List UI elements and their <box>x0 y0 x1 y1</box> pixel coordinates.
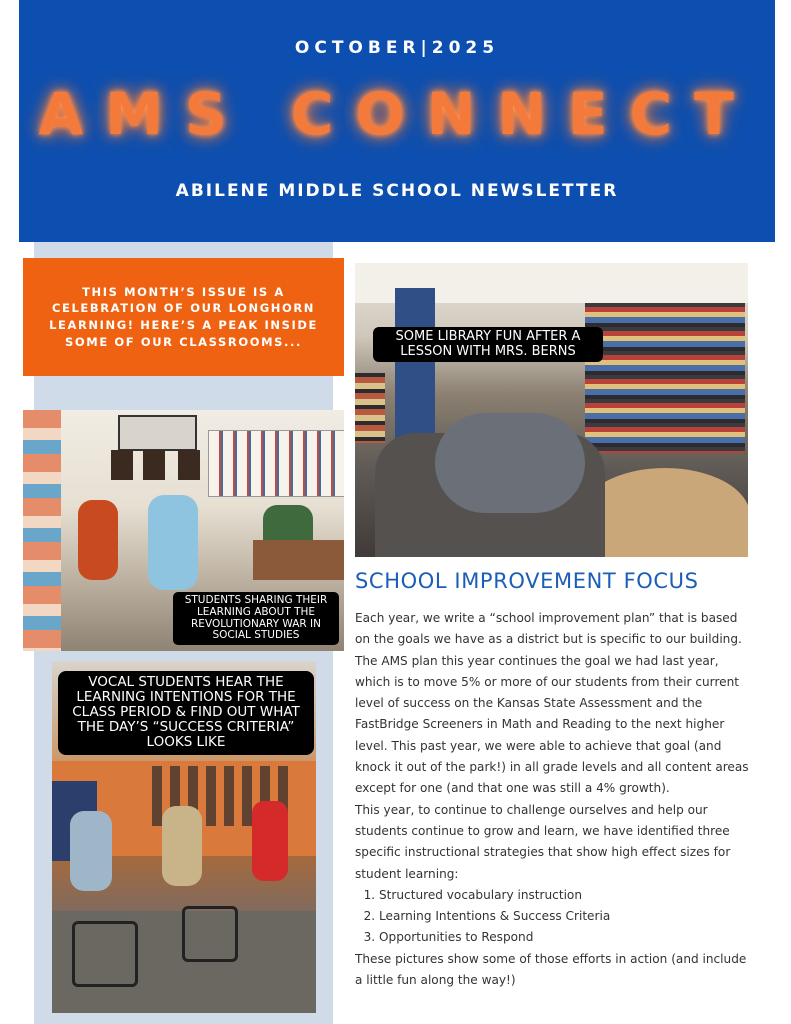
intro-text: THIS MONTH’S ISSUE IS A CELEBRATION OF OUR LONGHORN LEARNING! HERE’S A PEAK INSIDE SOME OF OUR CLASSROOMS... <box>49 284 318 349</box>
issue-date: OCTOBER|2025 <box>294 38 500 58</box>
article-paragraph: This year, to continue to challenge ourselves and help our students continue to grow and learn, we have identified three specific instructional strategies that show high effect sizes for student learning: <box>355 802 731 881</box>
library-caption: SOME LIBRARY FUN AFTER A LESSON WITH MRS. BERNS <box>373 327 603 362</box>
strategy-item: 1. Structured vocabulary instruction <box>379 885 750 906</box>
article-body <box>355 608 750 991</box>
article-heading: SCHOOL IMPROVEMENT FOCUS <box>355 569 699 593</box>
article-paragraph: These pictures show some of those efforts in action (and include a little fun along the way!) <box>355 951 747 988</box>
vocal-caption: VOCAL STUDENTS HEAR THE LEARNING INTENTIONS FOR THE CLASS PERIOD & FIND OUT WHAT THE DAY’S “SUCCESS CRITERIA” LOOKS LIKE <box>58 671 314 755</box>
vocal-photo <box>52 661 316 1013</box>
article-paragraph: Each year, we write a “school improvement plan” that is based on the goals we have as a district but is specific to our building. The AMS plan this year continues the goal we had last year, which is to move 5% or more of our students from their current level of success on the Kansas State Assessment and the FastBridge Screeners in Math and Reading to the next higher level. This past year, we were able to achieve that goal (and knock it out of the park!) in all grade levels and all content areas except for one (and that one was still a 4% growth). <box>355 611 749 796</box>
library-photo <box>355 263 748 557</box>
strategy-list <box>355 885 750 949</box>
strategy-item: 3. Opportunities to Respond <box>379 927 750 948</box>
newsletter-title: AMS CONNECT <box>38 80 756 148</box>
social-studies-caption: STUDENTS SHARING THEIR LEARNING ABOUT THE REVOLUTIONARY WAR IN SOCIAL STUDIES <box>173 592 339 645</box>
strategy-item: 2. Learning Intentions & Success Criteria <box>379 906 750 927</box>
newsletter-subtitle: ABILENE MIDDLE SCHOOL NEWSLETTER <box>175 181 619 201</box>
newsletter-header <box>19 0 775 242</box>
intro-callout <box>23 258 344 376</box>
social-studies-photo <box>23 410 344 651</box>
